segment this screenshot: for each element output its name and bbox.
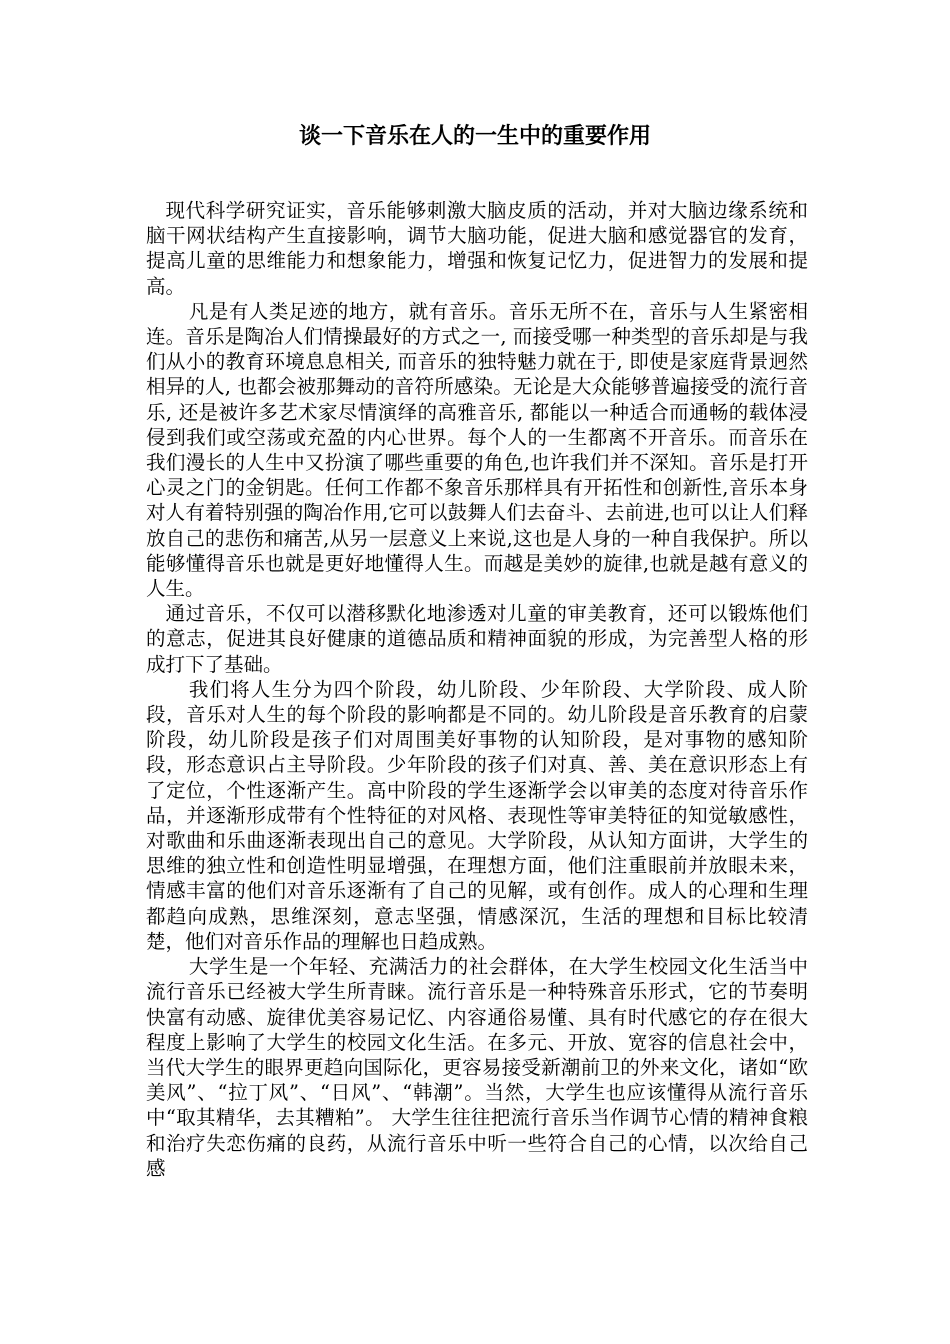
paragraph-aesthetic-education: 通过音乐，不仅可以潜移默化地渗透对儿童的审美教育，还可以锻炼他们的意志，促进其良好健康的道德品质和精神面貌的形成，为完善型人格的形成打下了基础。 [146, 602, 808, 676]
paragraph-music-and-life: 凡是有人类足迹的地方，就有音乐。音乐无所不在，音乐与人生紧密相连。音乐是陶冶人们情操最好的方式之一, 而接受哪一种类型的音乐却是与我们从小的教育环境息息相关, 而音乐的独特魅力就在于, 即使是家庭背景迥然相异的人, 也都会被那舞动的音符所感染。无论是大众能够普遍接受的流行音乐, 还是被许多艺术家尽情演绎的高雅音乐, 都能以一种适合而通畅的载体浸侵到我们或空荡或充盈的内心世界。每个人的一生都离不开音乐。而音乐在我们漫长的人生中又扮演了哪些重要的角色,也许我们并不深知。音乐是打开心灵之门的金钥匙。任何工作都不象音乐那样具有开拓性和创新性,音乐本身对人有着特别强的陶冶作用,它可以鼓舞人们去奋斗、去前进,也可以让人们释放自己的悲伤和痛苦,从另一层意义上来说,这也是人身的一种自我保护。所以能够懂得音乐也就是更好地懂得人生。而越是美妙的旋律,也就是越有意义的人生。 [146, 299, 808, 601]
document-title: 谈一下音乐在人的一生中的重要作用 [298, 123, 651, 149]
paragraph-life-stages: 我们将人生分为四个阶段，幼儿阶段、少年阶段、大学阶段、成人阶段，音乐对人生的每个阶段的影响都是不同的。幼儿阶段是音乐教育的启蒙阶段，幼儿阶段是孩子们对周围美好事物的认知阶段，是对事物的感知阶段，形态意识占主导阶段。少年阶段的孩子们对真、善、美在意识形态上有了定位，个性逐渐产生。高中阶段的学生逐渐学会以审美的态度对待音乐作品，并逐渐形成带有个性特征的对风格、表现性等审美特征的知觉敏感性，对歌曲和乐曲逐渐表现出自己的意见。大学阶段，从认知方面讲，大学生的思维的独立性和创造性明显增强，在理想方面，他们注重眼前并放眼未来，情感丰富的他们对音乐逐渐有了自己的见解，或有创作。成人的心理和生理都趋向成熟，思维深刻，意志坚强，情感深沉，生活的理想和目标比较清楚，他们对音乐作品的理解也日趋成熟。 [146, 677, 808, 953]
paragraph-scientific-research: 现代科学研究证实，音乐能够刺激大脑皮质的活动，并对大脑边缘系统和脑干网状结构产生直接影响，调节大脑功能，促进大脑和感觉器官的发育，提高儿童的思维能力和想象能力，增强和恢复记忆力，促进智力的发展和提高。 [146, 199, 808, 298]
paragraph-college-students: 大学生是一个年轻、充满活力的社会群体，在大学生校园文化生活当中流行音乐已经被大学生所青睐。流行音乐是一种特殊音乐形式，它的节奏明快富有动感、旋律优美容易记忆、内容通俗易懂、具有时代感它的存在很大程度上影响了大学生的校园文化生活。在多元、开放、宽容的信息社会中，当代大学生的眼界更趋向国际化，更容易接受新潮前卫的外来文化，诸如“欧美风”、“拉丁风”、“日风”、“韩潮”。当然，大学生也应该懂得从流行音乐中“取其精华，去其糟粕”。 大学生往往把流行音乐当作调节心情的精神食粮和治疗失恋伤痛的良药，从流行音乐中听一些符合自己的心情，以次给自己感 [146, 955, 808, 1180]
document-body [146, 198, 808, 1181]
